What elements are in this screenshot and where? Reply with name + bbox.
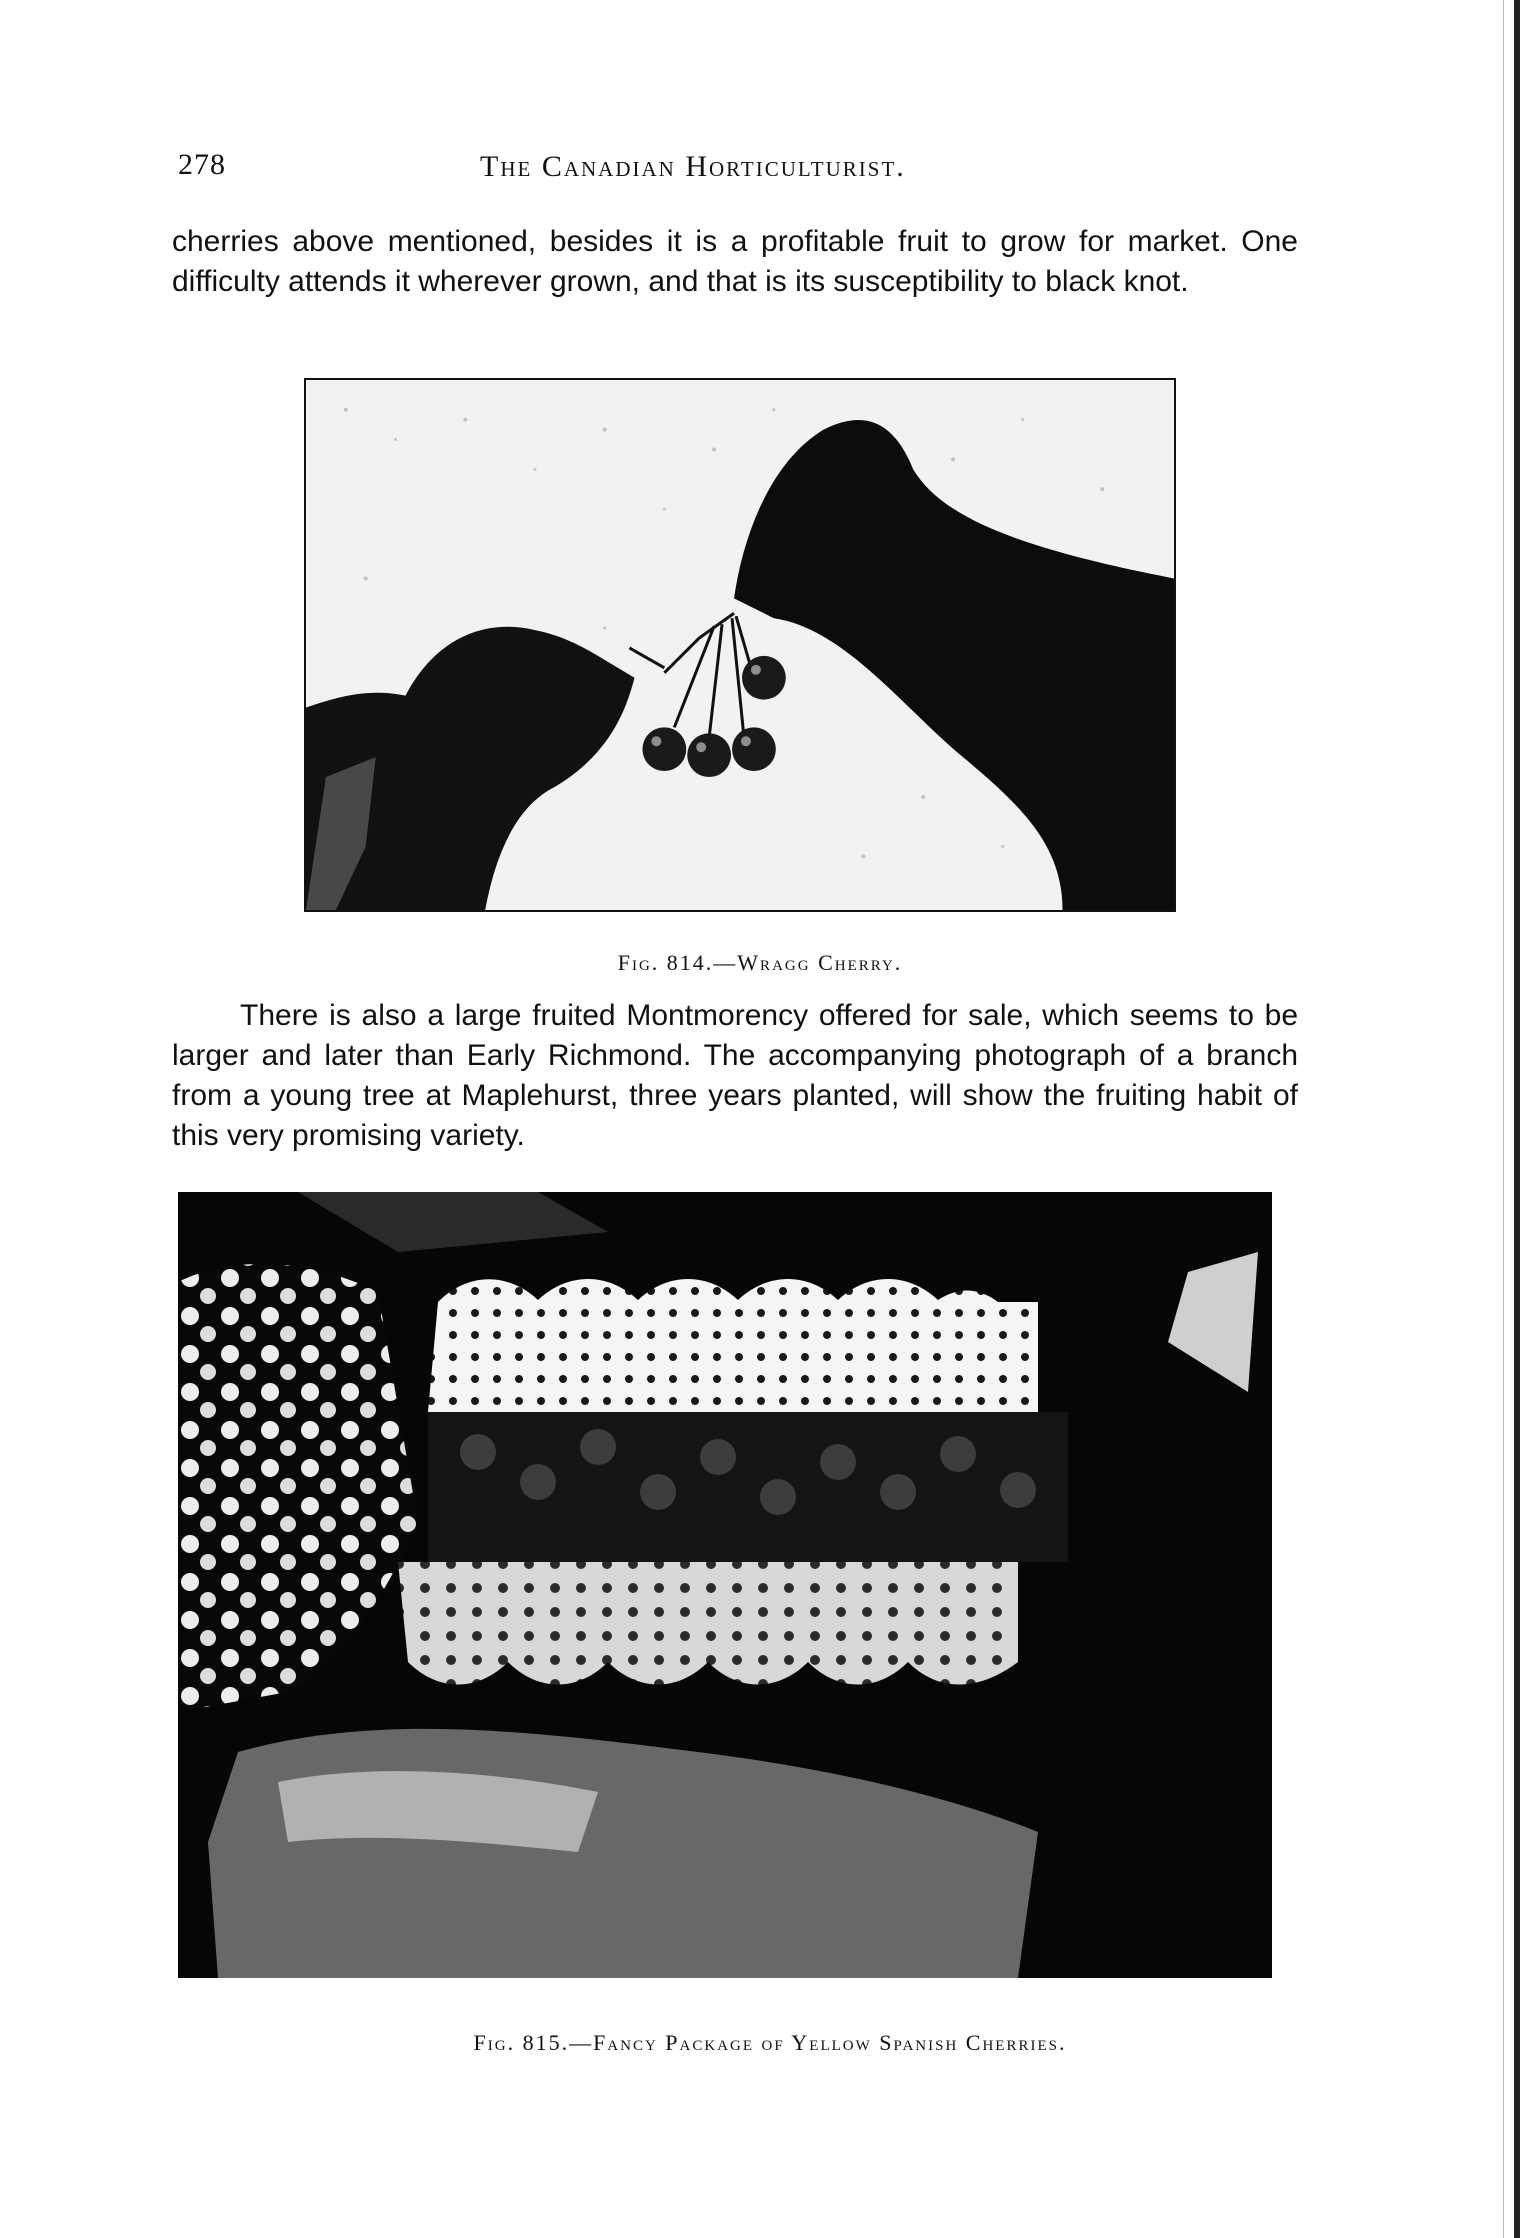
running-head-title: The Canadian Horticulturist. (480, 150, 906, 183)
figure-814-photo (304, 378, 1176, 912)
wragg-cherry-illustration (306, 380, 1174, 910)
figure-815-caption: Fig. 815.—Fancy Package of Yellow Spanish Cherries. (473, 2030, 1067, 2055)
figure-814-caption: Fig. 814.—Wragg Cherry. (617, 950, 903, 975)
paragraph-montmorency: There is also a large fruited Montmorency offered for sale, which seems to be larger and later than Early Richmond. The accompanying photograph of a branch from a young tree at Maplehurst, three years planted, will show the fruiting habit of this very promising variety. (172, 999, 1298, 1152)
page-edge-line (1503, 0, 1504, 2238)
page-edge-shadow (1514, 0, 1520, 2238)
cherry-package-illustration (178, 1192, 1272, 1978)
paragraph-cherries-market: cherries above mentioned, besides it is a profitable fruit to grow for market. One difficulty attends it wherever grown, and that is its susceptibility to black knot. (172, 225, 1298, 298)
page-number: 278 (178, 148, 226, 181)
figure-815-photo (178, 1192, 1272, 1978)
